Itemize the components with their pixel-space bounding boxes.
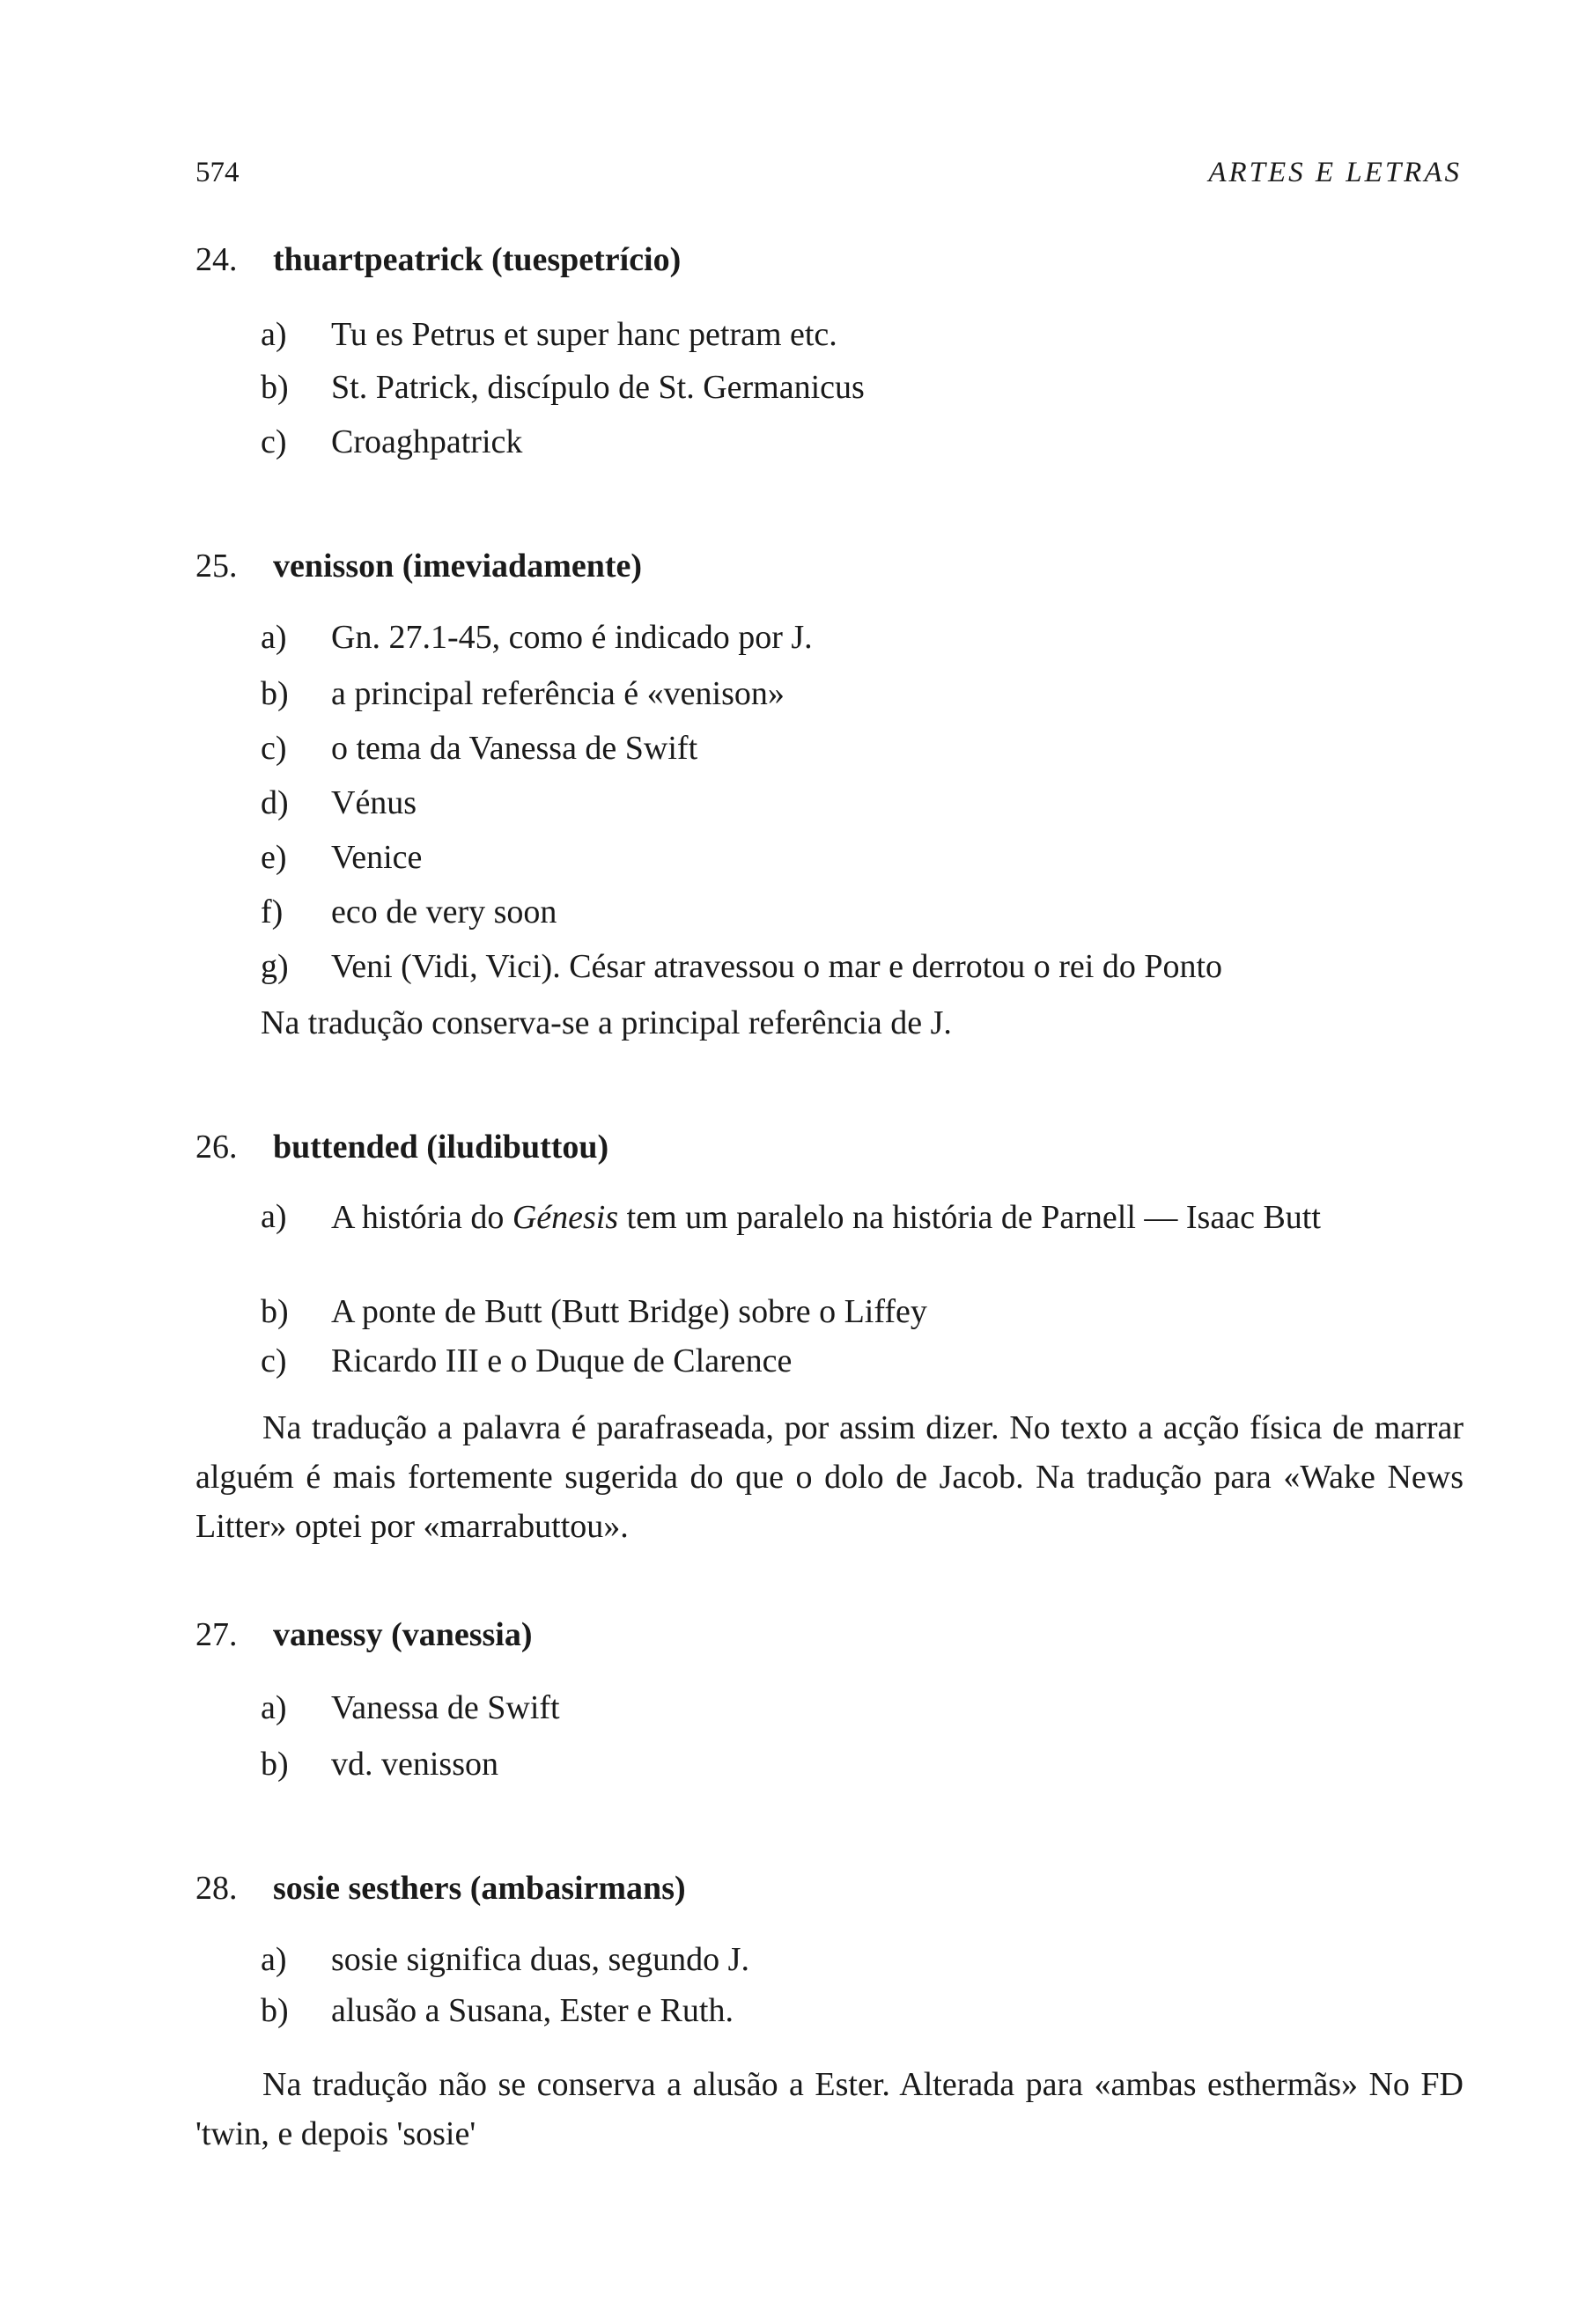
list-item	[261, 724, 1463, 773]
entry-term: vanessy (vanessia)	[273, 1616, 533, 1653]
item-letter: c)	[261, 730, 287, 767]
list-item	[261, 1986, 1463, 2035]
entry-note: Na tradução conserva-se a principal referência de J.	[261, 1004, 952, 1041]
item-letter: b)	[261, 675, 289, 712]
entry-term: sosie sesthers (ambasirmans)	[273, 1870, 686, 1907]
list-item	[261, 1336, 1463, 1386]
list-item	[261, 833, 1463, 882]
item-letter: a)	[261, 316, 287, 353]
item-letter: b)	[261, 1293, 289, 1330]
item-text: Croaghpatrick	[331, 423, 523, 460]
list-item	[261, 1287, 1463, 1336]
item-text: St. Patrick, discípulo de St. Germanicus	[331, 369, 865, 406]
entry-number: 24.	[195, 241, 238, 278]
item-text: Vénus	[331, 784, 417, 821]
entry-number: 25.	[195, 548, 238, 585]
item-letter: b)	[261, 1992, 289, 2029]
item-letter: a)	[261, 1198, 287, 1235]
entry-paragraph: Na tradução a palavra é parafraseada, por assim dizer. No texto a acção física de marrar alguém é mais fortemente sugerida do que o dolo de Jacob. Na tradução para «Wake News Litter» optei por «marrabuttou».	[195, 1409, 1464, 1545]
item-letter: f)	[261, 894, 284, 930]
item-letter: g)	[261, 948, 289, 985]
list-item	[261, 778, 1463, 827]
list-item	[261, 363, 1463, 412]
list-item	[261, 1935, 1463, 1984]
item-text: A ponte de Butt (Butt Bridge) sobre o Liffey	[331, 1293, 927, 1330]
list-item	[261, 310, 1463, 359]
item-text: o tema da Vanessa de Swift	[331, 730, 698, 767]
item-letter: e)	[261, 839, 287, 876]
item-text: alusão a Susana, Ester e Ruth.	[331, 1992, 734, 2029]
running-title: ARTES E LETRAS	[1208, 157, 1462, 188]
item-text: Gn. 27.1-45, como é indicado por J.	[331, 619, 813, 656]
item-text-italic: Génesis	[512, 1199, 619, 1236]
item-text: Venice	[331, 839, 423, 876]
item-text: Veni (Vidi, Vici). César atravessou o mar e derrotou o rei do Ponto	[331, 948, 1223, 985]
entry-heading	[195, 1127, 608, 1167]
entry-number: 27.	[195, 1616, 238, 1653]
item-text-after: tem um paralelo na história de Parnell — Isaac Butt	[618, 1199, 1321, 1236]
item-letter: c)	[261, 1342, 287, 1379]
item-text-before: A história do	[331, 1199, 512, 1236]
list-item	[261, 1192, 1463, 1243]
list-item	[261, 417, 1463, 467]
entry-term: venisson (imeviadamente)	[273, 548, 643, 585]
entry-heading	[195, 1614, 533, 1655]
page-number: 574	[195, 157, 240, 188]
item-text: eco de very soon	[331, 894, 557, 930]
item-text: Ricardo III e o Duque de Clarence	[331, 1342, 793, 1379]
list-item	[261, 669, 1463, 718]
entry-paragraph: Na tradução não se conserva a alusão a Ester. Alterada para «ambas esthermãs» No FD 'twin, e depois 'sosie'	[195, 2066, 1464, 2152]
item-text: a principal referência é «venison»	[331, 675, 785, 712]
item-text: Tu es Petrus et super hanc petram etc.	[331, 316, 837, 353]
entry-term: thuartpeatrick (tuespetrício)	[273, 241, 682, 278]
list-item	[261, 1683, 1463, 1732]
item-letter: a)	[261, 1689, 287, 1726]
item-letter: b)	[261, 1746, 289, 1783]
item-letter: a)	[261, 619, 287, 656]
entry-heading	[195, 546, 642, 586]
entry-heading	[195, 239, 681, 280]
entry-number: 28.	[195, 1870, 238, 1907]
entry-number: 26.	[195, 1129, 238, 1166]
list-item	[261, 1739, 1463, 1789]
item-text: vd. venisson	[331, 1746, 498, 1783]
item-text	[331, 1192, 1463, 1243]
entry-heading	[195, 1868, 686, 1908]
item-text: sosie significa duas, segundo J.	[331, 1941, 749, 1978]
list-item	[261, 942, 1467, 991]
item-text: Vanessa de Swift	[331, 1689, 560, 1726]
entry-term: buttended (iludibuttou)	[273, 1129, 609, 1166]
item-letter: c)	[261, 423, 287, 460]
list-item	[261, 613, 1463, 662]
list-item	[261, 887, 1463, 937]
item-letter: b)	[261, 369, 289, 406]
page-header	[195, 157, 1462, 192]
item-letter: d)	[261, 784, 289, 821]
item-letter: a)	[261, 1941, 287, 1978]
